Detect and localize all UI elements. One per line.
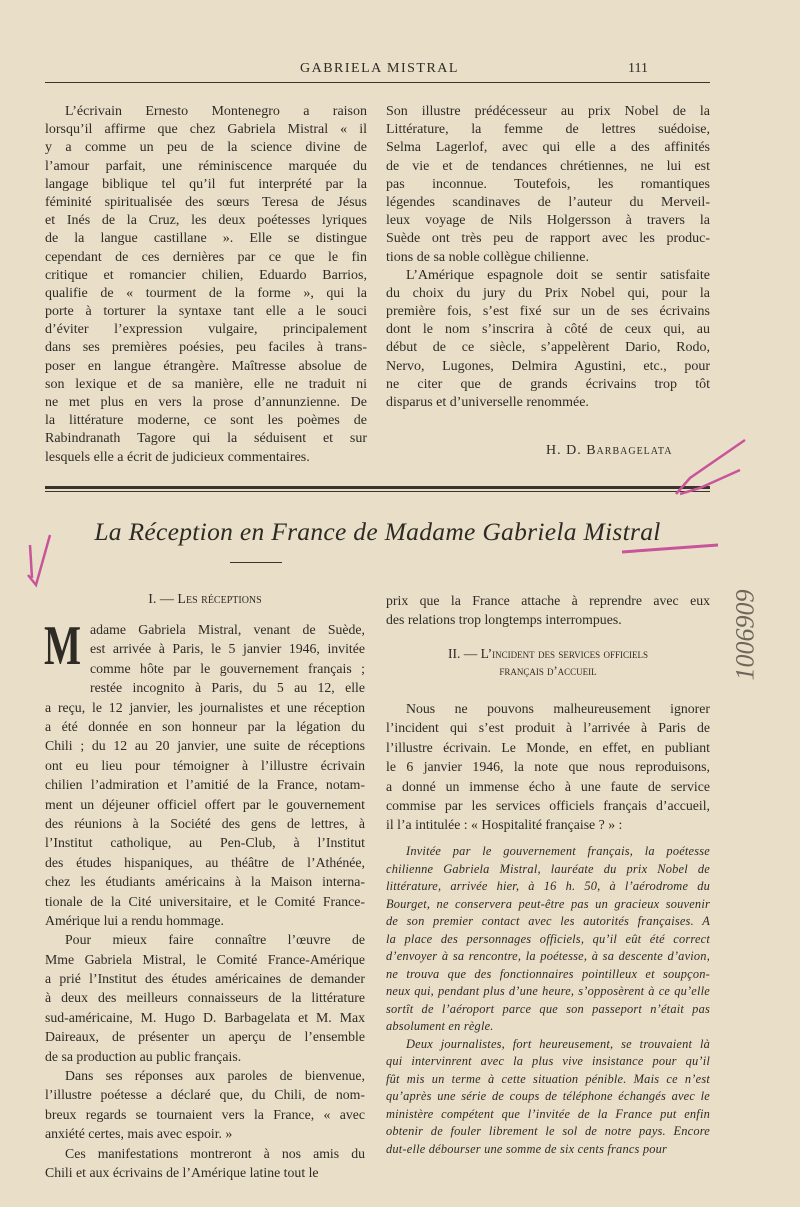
text-line: d’envoyer à sa rencontre, la poétesse, à sa descente d’avion, <box>386 949 710 963</box>
text-line: Selma Lagerlof, avec qui elle a des affinités <box>386 140 710 156</box>
text-line: Invitée par le gouvernement français, la poétesse <box>406 844 710 858</box>
text-line: son lexique et de sa manière, elle ne traduit ni <box>45 376 367 392</box>
text-line: obtenir de fouler librement le sol de notre pays. Encore <box>386 1124 710 1138</box>
text-line: L’Amérique espagnole doit se sentir satisfaite <box>406 267 710 283</box>
text-line: Son illustre prédécesseur au prix Nobel de la <box>386 104 710 119</box>
text-line: la littérature moderne, ce sont les poèmes de <box>45 413 367 429</box>
text-line: première fois, s’est fixé sur un de ses écrivains <box>386 304 710 320</box>
text-line: a donné un immense écho à une faute de service <box>386 778 710 794</box>
running-title: GABRIELA MISTRAL <box>300 61 459 76</box>
text-line: de vie et de tendances chrétiennes, ne lui est <box>386 158 710 174</box>
text-line: littérature, arrivée hier, à 16 h. 50, à l’aérodrome du <box>386 879 710 893</box>
text-line: porte à torturer la syntaxe tant elle a le souci <box>45 304 367 320</box>
text-line: lorsqu’il affirme que chez Gabriela Mistral « il <box>45 122 367 138</box>
text-line: cependant de ces dernières par ce que le fin <box>45 249 367 265</box>
text-line: des études hispaniques, au théâtre de l’Athénée, <box>45 854 365 870</box>
text-line: Chili ; du 12 au 20 janvier, une suite de réceptions <box>45 738 365 754</box>
check-mark-top-right <box>676 440 745 494</box>
text-line: l’illustre écrivain. Le Monde, en effet, en publiant <box>386 739 710 755</box>
text-line: à deux des meilleurs connaisseurs de la littérature <box>45 990 365 1006</box>
text-line: Dans ses réponses aux paroles de bienvenue, <box>65 1068 365 1084</box>
section-1-heading: I. — Les réceptions <box>148 592 262 607</box>
text-line: sortît de l’aéroport parce que son passeport n’était pas <box>386 1001 710 1016</box>
article-title: La Réception en France de Madame Gabriela Mistral <box>94 517 661 546</box>
text-line: Pour mieux faire connaître l’œuvre de <box>65 932 365 948</box>
text-line: du choix du jury du Prix Nobel qui, pour la <box>386 285 710 301</box>
text-line: absolument en règle. <box>386 1019 494 1033</box>
text-line: ont eu lieu pour témoigner à l’illustre écrivain <box>45 757 365 773</box>
text-line: Nous ne pouvons malheureusement ignorer <box>406 701 710 716</box>
text-line: Suède ont très peu de rapport avec les produc- <box>386 231 710 247</box>
text-line: dont le nom s’inscrira à côté de ceux qui, au <box>386 322 710 338</box>
text-line: fût mis un terme à cette situation pénible. Mais ce n’est <box>386 1071 710 1086</box>
text-line: Amérique lui a rendu hommage. <box>45 912 224 928</box>
section-2-heading-line1: II. — L’incident des services officiels <box>447 646 649 661</box>
text-line: tions de sa noble collègue chilienne. <box>386 249 589 265</box>
text-line: comme hôte par le gouvernement français ; <box>90 660 365 676</box>
text-line: Mme Gabriela Mistral, le Comité France-Amérique <box>45 951 365 967</box>
text-line: Littérature, la femme de lettres suédoise, <box>386 122 710 138</box>
text-line: commise par les services officiels français d’accueil, <box>386 797 710 813</box>
text-line: disparus et d’universelle renommée. <box>386 395 589 410</box>
text-line: des réunions à la Société des gens de lettres, à <box>45 815 365 831</box>
text-line: Daireaux, de présenter un aperçu de l’ensemble <box>45 1029 365 1045</box>
text-line: chilienne Gabriela Mistral, lauréate du prix Nobel de <box>386 861 710 876</box>
text-line: L’écrivain Ernesto Montenegro a raison <box>65 104 367 119</box>
text-line: chilien l’admiration et l’amitié de la France, notam- <box>45 777 365 793</box>
text-line: la place des personnages officiels, qu’il eût été correct <box>386 931 710 946</box>
text-line: Nervo, Lugones, Delmira Agustini, etc., pour <box>386 358 710 374</box>
text-line: qui intervinrent avec la plus vive insistance pour qu’il <box>386 1054 710 1068</box>
text-line: tionale de la Cité universitaire, et le Comité France- <box>45 893 365 909</box>
text-line: le 6 janvier 1946, la note que nous reproduisons, <box>386 759 710 775</box>
text-line: critique et romancier chilien, Eduardo Barrios, <box>45 267 367 283</box>
text-line: langage biblique tel qu’il fut interprété par la <box>45 176 367 192</box>
text-line: ne trouva que des fonctionnaires pointilleux et soupçon- <box>386 966 710 981</box>
text-line: l’incident qui s’est produit à l’arrivée à Paris de <box>386 720 710 736</box>
text-line: de son premier contact avec les autorités françaises. A <box>386 914 710 928</box>
text-line: dut-elle débourser une somme de six cents francs pour <box>386 1141 668 1156</box>
text-line: lesquels elle a écrit de judicieux commentaires. <box>45 449 310 465</box>
text-line: Chili et aux écrivains de l’Amérique latine tout le <box>45 1164 319 1180</box>
text-line: ministère compétent que l’invitée de la France put enfin <box>386 1106 710 1121</box>
text-line: début de ce siècle, s’appelèrent Dario, Rodo, <box>386 340 710 356</box>
text-line: l’amour parfait, une réminiscence marquée du <box>45 158 367 174</box>
text-line: neux qui, pendant plus d’une heure, s’opposèrent à ce qu’elle <box>386 984 710 998</box>
text-line: anxiété certes, mais avec espoir. » <box>45 1126 233 1142</box>
text-line: y a comme un peu de la science divine de <box>45 140 367 156</box>
text-line: féminité spiritualisée des sœurs Teresa de Jésus <box>45 194 367 210</box>
text-line: des relations trop longtemps interrompues. <box>386 612 622 628</box>
text-line: est arrivée à Paris, le 5 janvier 1946, invitée <box>90 641 365 657</box>
text-line: prix que la France attache à reprendre avec eux <box>386 593 710 608</box>
text-line: a été donnée en son honneur par la légation du <box>45 718 365 734</box>
text-line: l’illustre poétesse a déclaré que, du Chili, de nom- <box>45 1087 365 1103</box>
text-line: ne citer que de grands écrivains trop tôt <box>386 376 710 392</box>
text-line: dans ses premières poésies, peu faciles à trans- <box>45 340 367 356</box>
drop-cap: M <box>44 615 82 677</box>
text-line: il l’a intitulée : « Hospitalité française ? » : <box>386 817 623 833</box>
text-line: et Inés de la Cruz, les deux poétesses lyriques <box>45 213 367 229</box>
text-line: a prié l’Institut des études américaines de demander <box>45 971 365 987</box>
text-line: qualifie de « tourment de la forme », qui la <box>45 285 367 301</box>
text-line: légendes scandinaves de l’auteur du Merveil- <box>386 194 710 210</box>
text-line: d’éviter l’expression vulgaire, principalement <box>45 322 367 338</box>
section-2-heading-line2: français d’accueil <box>499 664 597 678</box>
text-line: breux regards se tournaient vers la France, « avec <box>45 1106 365 1122</box>
text-line: qu’après une série de coups de téléphone échangés avec le <box>386 1089 710 1103</box>
text-line: adame Gabriela Mistral, venant de Suède, <box>90 622 365 637</box>
text-line: pas inconnue. Toutefois, les romantiques <box>386 176 710 192</box>
text-line: poser en langue étrangère. Maîtresse absolue de <box>45 358 367 374</box>
underline-mistral <box>622 545 718 552</box>
text-line: a reçu, le 12 janvier, les journalistes et une réception <box>45 699 365 715</box>
handwritten-number: 1006909 <box>730 589 760 681</box>
signature: H. D. Barbagelata <box>546 443 673 458</box>
text-line: leux voyage de Nils Holgersson à travers la <box>386 213 710 229</box>
check-mark-title-left <box>28 535 50 585</box>
text-line: ne met plus en vers la prose d’annunzienne. De <box>45 395 367 410</box>
text-line: Ces manifestations montreront à nos amis du <box>65 1145 365 1161</box>
text-line: de sa production au public français. <box>45 1048 242 1064</box>
text-line: chez les étudiants américains à la Maison interna- <box>45 874 365 890</box>
text-line: ment un déjeuner officiel offert par le gouvernement <box>45 796 365 812</box>
page-number: 111 <box>628 61 648 76</box>
text-line: l’Institut catholique, au Pen-Club, à l’Institut <box>45 835 365 851</box>
text-line: Rabindranath Tagore qui la séduisent et sur <box>45 431 367 447</box>
text-line: restée incognito à Paris, du 5 au 12, elle <box>90 680 365 696</box>
text-line: Deux journalistes, fort heureusement, se trouvaient là <box>406 1036 710 1051</box>
text-line: sud-américaine, M. Hugo D. Barbagelata et M. Max <box>45 1009 365 1025</box>
text-line: de la langue castillane ». Elle se distingue <box>45 231 367 247</box>
text-line: Bourget, ne conservera peut-être pas un gracieux souvenir <box>386 896 710 911</box>
